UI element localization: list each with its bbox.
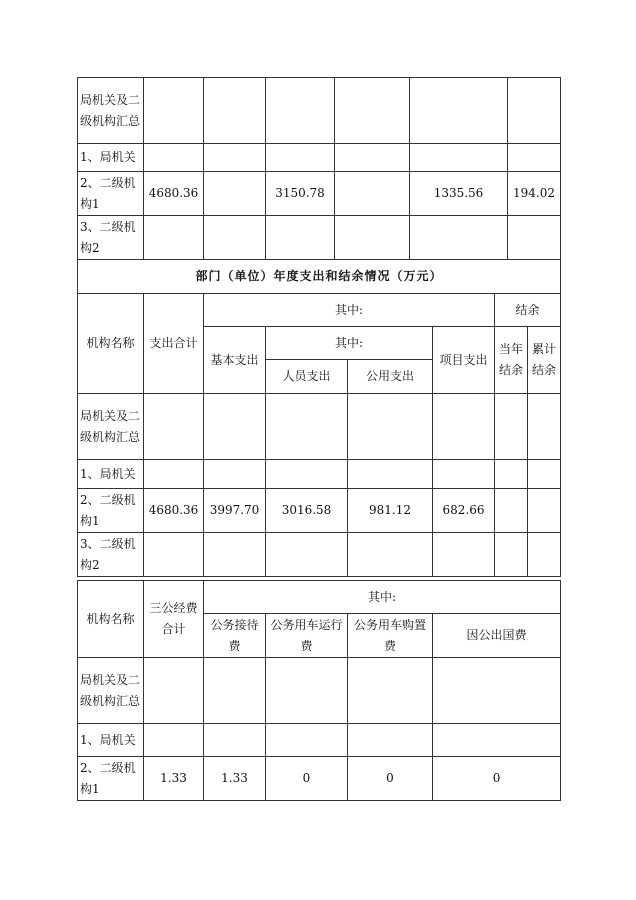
table-cell bbox=[204, 394, 266, 460]
table-cell bbox=[433, 460, 495, 489]
table-row bbox=[78, 658, 561, 724]
header-total: 支出合计 bbox=[144, 294, 204, 394]
table-cell bbox=[144, 460, 204, 489]
table-cell bbox=[528, 533, 561, 577]
table-cell bbox=[433, 533, 495, 577]
row-label: 局机关及二级机构汇总 bbox=[78, 658, 144, 724]
table-cell: 4680.36 bbox=[144, 172, 204, 216]
table-cell: 0 bbox=[433, 757, 561, 801]
row-label: 1、局机关 bbox=[78, 724, 144, 757]
header-accum-surplus: 累计结余 bbox=[528, 327, 561, 394]
table-cell bbox=[204, 658, 266, 724]
table-row bbox=[78, 533, 561, 577]
table-cell bbox=[348, 394, 433, 460]
table-cell: 3150.78 bbox=[266, 172, 335, 216]
table-row bbox=[78, 144, 561, 172]
table-cell bbox=[348, 658, 433, 724]
header-basic: 基本支出 bbox=[204, 327, 266, 394]
table-cell: 194.02 bbox=[508, 172, 561, 216]
table-cell: 682.66 bbox=[433, 489, 495, 533]
table-cell: 3016.58 bbox=[266, 489, 348, 533]
section3-table bbox=[77, 580, 561, 801]
table-cell bbox=[410, 144, 508, 172]
row-label: 1、局机关 bbox=[78, 144, 144, 172]
header-abroad: 因公出国费 bbox=[433, 614, 561, 658]
row-label: 1、局机关 bbox=[78, 460, 144, 489]
table-cell bbox=[495, 533, 528, 577]
table-row bbox=[78, 757, 561, 801]
table-cell bbox=[508, 144, 561, 172]
header-personnel: 人员支出 bbox=[266, 360, 348, 394]
table-cell: 0 bbox=[266, 757, 348, 801]
table-row bbox=[78, 216, 561, 260]
table-row bbox=[78, 489, 561, 533]
row-label: 2、二级机构1 bbox=[78, 172, 144, 216]
table-cell bbox=[144, 658, 204, 724]
table-row bbox=[78, 460, 561, 489]
header-among2: 其中: bbox=[266, 327, 433, 360]
table-cell bbox=[410, 78, 508, 144]
table-cell bbox=[266, 460, 348, 489]
table-cell bbox=[266, 144, 335, 172]
table-row bbox=[78, 172, 561, 216]
section1-table bbox=[77, 77, 561, 260]
header-total: 三公经费合计 bbox=[144, 581, 204, 658]
table-cell: 1.33 bbox=[144, 757, 204, 801]
header-org-name: 机构名称 bbox=[78, 581, 144, 658]
header-among: 其中: bbox=[204, 581, 561, 614]
table-cell bbox=[495, 489, 528, 533]
table-cell bbox=[204, 533, 266, 577]
table-cell bbox=[433, 658, 561, 724]
table-cell bbox=[348, 460, 433, 489]
row-label: 局机关及二级机构汇总 bbox=[78, 394, 144, 460]
table-cell bbox=[335, 78, 410, 144]
row-label: 3、二级机构2 bbox=[78, 216, 144, 260]
table-cell bbox=[204, 724, 266, 757]
table-cell: 0 bbox=[348, 757, 433, 801]
table-cell bbox=[204, 78, 266, 144]
table-cell bbox=[266, 533, 348, 577]
section-title: 部门（单位）年度支出和结余情况（万元） bbox=[78, 260, 561, 294]
table-cell bbox=[266, 724, 348, 757]
table-row bbox=[78, 394, 561, 460]
table-row bbox=[78, 724, 561, 757]
table-row bbox=[78, 78, 561, 144]
header-project: 项目支出 bbox=[433, 327, 495, 394]
row-label: 3、二级机构2 bbox=[78, 533, 144, 577]
table-cell bbox=[266, 78, 335, 144]
section2-table bbox=[77, 259, 561, 577]
table-cell bbox=[144, 394, 204, 460]
table-cell bbox=[348, 724, 433, 757]
row-label: 2、二级机构1 bbox=[78, 489, 144, 533]
table-cell bbox=[335, 172, 410, 216]
table-cell bbox=[410, 216, 508, 260]
header-vehicle-run: 公务用车运行费 bbox=[266, 614, 348, 658]
table-cell bbox=[144, 533, 204, 577]
table-cell bbox=[266, 216, 335, 260]
table-cell bbox=[433, 724, 561, 757]
table-cell bbox=[495, 460, 528, 489]
table-cell bbox=[144, 144, 204, 172]
table-cell bbox=[266, 658, 348, 724]
table-cell bbox=[335, 216, 410, 260]
header-among: 其中: bbox=[204, 294, 495, 327]
table-cell bbox=[433, 394, 495, 460]
table-cell bbox=[204, 172, 266, 216]
header-reception: 公务接待费 bbox=[204, 614, 266, 658]
table-cell: 1.33 bbox=[204, 757, 266, 801]
table-cell bbox=[204, 144, 266, 172]
row-label: 2、二级机构1 bbox=[78, 757, 144, 801]
table-cell bbox=[348, 533, 433, 577]
header-public: 公用支出 bbox=[348, 360, 433, 394]
header-surplus: 结余 bbox=[495, 294, 561, 327]
table-cell: 1335.56 bbox=[410, 172, 508, 216]
table-cell bbox=[508, 78, 561, 144]
table-cell: 981.12 bbox=[348, 489, 433, 533]
table-cell bbox=[528, 489, 561, 533]
table-cell bbox=[204, 216, 266, 260]
table-cell bbox=[508, 216, 561, 260]
header-org-name: 机构名称 bbox=[78, 294, 144, 394]
table-cell bbox=[528, 460, 561, 489]
table-cell: 3997.70 bbox=[204, 489, 266, 533]
header-row bbox=[78, 581, 561, 614]
header-row bbox=[78, 294, 561, 327]
header-current-surplus: 当年结余 bbox=[495, 327, 528, 394]
table-cell bbox=[495, 394, 528, 460]
row-label: 局机关及二级机构汇总 bbox=[78, 78, 144, 144]
table-cell bbox=[144, 78, 204, 144]
table-cell bbox=[528, 394, 561, 460]
table-cell bbox=[144, 216, 204, 260]
table-cell bbox=[204, 460, 266, 489]
section-title-row bbox=[78, 260, 561, 294]
table-cell: 4680.36 bbox=[144, 489, 204, 533]
header-vehicle-buy: 公务用车购置费 bbox=[348, 614, 433, 658]
table-cell bbox=[335, 144, 410, 172]
table-cell bbox=[266, 394, 348, 460]
table-cell bbox=[144, 724, 204, 757]
